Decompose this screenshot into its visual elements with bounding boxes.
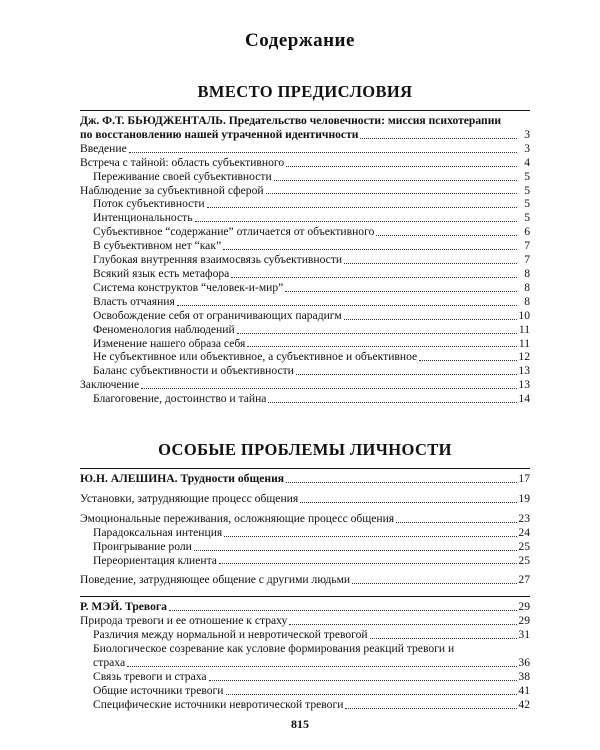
page-ref: 8 [524, 280, 530, 294]
toc-entry[interactable] [80, 281, 530, 295]
toc-entry[interactable] [80, 225, 530, 239]
page-ref: 11 [518, 336, 530, 350]
entry-label: Специфические источники невротической тревоги [93, 697, 344, 711]
page-ref: 42 [518, 697, 530, 711]
page-ref: 24 [518, 525, 530, 539]
toc-entry[interactable] [80, 350, 530, 364]
toc-entry[interactable] [80, 309, 530, 323]
page-ref: 29 [518, 614, 530, 628]
author-entry-label: Р. МЭЙ. Тревога [80, 600, 167, 614]
leader-dots [370, 638, 517, 639]
entry-label: Всякий язык есть метафора [93, 266, 230, 280]
page-ref: 14 [518, 392, 530, 406]
page-ref: 25 [518, 553, 530, 567]
leader-dots [141, 388, 517, 389]
toc-entry[interactable] [80, 156, 530, 170]
leader-dots [209, 680, 517, 681]
toc-entry[interactable] [80, 337, 530, 351]
toc-entry[interactable] [80, 197, 530, 211]
leader-dots [296, 374, 517, 375]
leader-dots [247, 346, 517, 347]
page-ref: 6 [524, 225, 530, 239]
page-ref: 4 [524, 155, 530, 169]
page-number: 815 [291, 717, 309, 731]
entry-label: Переориентация клиента [93, 553, 217, 567]
page-ref: 5 [524, 183, 530, 197]
page-ref: 3 [524, 127, 530, 141]
leader-dots [219, 563, 517, 564]
entry-label: Поток субъективности [93, 197, 205, 211]
toc-entry[interactable] [80, 628, 530, 642]
section-heading: ОСОБЫЕ ПРОБЛЕМЫ ЛИЧНОСТИ [158, 440, 452, 459]
leader-dots [129, 152, 517, 153]
entry-label: Субъективное “содержание” отличается от объективного [93, 225, 375, 239]
entry-label: Введение [80, 141, 127, 155]
page-ref: 23 [518, 511, 530, 525]
leader-dots [195, 221, 517, 222]
entry-label: Парадоксальная интенция [93, 525, 223, 539]
page-ref: 3 [524, 141, 530, 155]
leader-dots [419, 360, 517, 361]
leader-dots [224, 536, 517, 537]
page-ref: 31 [518, 628, 530, 642]
page-ref: 19 [518, 491, 530, 505]
page-ref: 36 [518, 655, 530, 669]
page-ref: 8 [524, 266, 530, 280]
entry-label: Изменение нашего образа себя [93, 336, 246, 350]
leader-dots [345, 708, 517, 709]
page-ref: 8 [524, 294, 530, 308]
author-entry-line1: Дж. Ф.Т. БЬЮДЖЕНТАЛЬ. Предательство человечности: миссия психотерапии [80, 114, 502, 127]
entry-label: Связь тревоги и страха [93, 669, 207, 683]
toc-entry[interactable] [80, 323, 530, 337]
toc-entry[interactable] [80, 392, 530, 406]
page-ref: 11 [518, 322, 530, 336]
toc-entry[interactable] [80, 526, 530, 540]
leader-dots [274, 180, 517, 181]
leader-dots [207, 207, 517, 208]
toc-entry-wrapped-line[interactable]: Биологическое созревание как условие формирования реакций тревоги и [93, 642, 455, 656]
page-ref: 41 [518, 683, 530, 697]
leader-dots [231, 277, 517, 278]
section-rule [80, 596, 530, 597]
toc-entry[interactable] [80, 170, 530, 184]
leader-dots [344, 319, 517, 320]
entry-label: Переживание своей субъективности [93, 169, 272, 183]
entry-label: Глубокая внутренняя взаимосвязь субъективности [93, 253, 343, 267]
page-ref: 17 [518, 472, 530, 485]
author-entry-bugental[interactable] [80, 114, 530, 142]
entry-label: Наблюдение за субъективной сферой [80, 183, 264, 197]
entry-label: Благоговение, достоинство и тайна [93, 392, 267, 406]
author-entry-may[interactable] [80, 600, 530, 614]
page-ref: 38 [518, 669, 530, 683]
section-rule [80, 110, 530, 111]
page-ref: 13 [518, 364, 530, 378]
page-ref: 5 [524, 197, 530, 211]
toc-entry[interactable] [80, 184, 530, 198]
leader-dots [268, 402, 517, 403]
toc-entry[interactable] [80, 295, 530, 309]
toc-entry[interactable] [80, 239, 530, 253]
leader-dots [285, 291, 517, 292]
toc-entry[interactable] [80, 492, 530, 506]
toc-entry[interactable] [80, 614, 530, 628]
leader-dots [286, 482, 517, 483]
leader-dots [194, 550, 517, 551]
leader-dots [266, 193, 517, 194]
toc-entry[interactable] [80, 554, 530, 568]
author-entry-line2-row [80, 128, 530, 142]
entry-label: Общие источники тревоги [93, 683, 224, 697]
toc-entry[interactable] [80, 670, 530, 684]
toc-entry[interactable] [80, 378, 530, 392]
leader-dots [223, 249, 517, 250]
entry-label: Интенциональность [93, 211, 193, 225]
entry-label: Не субъективное или объективное, а субъективное и объективное [93, 350, 418, 364]
toc-entry[interactable] [80, 253, 530, 267]
section-rule [80, 468, 530, 469]
page-ref: 10 [518, 308, 530, 322]
author-entry-alyoshina[interactable] [80, 472, 530, 486]
leader-dots [127, 666, 517, 667]
entry-label: Различия между нормальной и невротической тревогой [93, 628, 368, 642]
entry-label: Освобождение себя от ограничивающих парадигм [93, 308, 342, 322]
author-entry-line2: по восстановлению нашей утраченной идентичности [80, 127, 359, 141]
leader-dots [344, 263, 517, 264]
entry-label: Феноменология наблюдений [93, 322, 235, 336]
toc-entry[interactable] [80, 698, 530, 712]
toc-entry[interactable] [80, 364, 530, 378]
toc-entry[interactable] [80, 540, 530, 554]
entry-label: Заключение [80, 378, 140, 392]
toc-entry[interactable] [80, 573, 530, 587]
page-ref: 25 [518, 539, 530, 553]
leader-dots [376, 235, 517, 236]
page-title: Содержание [245, 30, 355, 51]
leader-dots [169, 610, 517, 611]
leader-dots [289, 624, 517, 625]
toc-entry[interactable] [80, 512, 530, 526]
leader-dots [226, 694, 518, 695]
entry-label: Природа тревоги и ее отношение к страху [80, 614, 288, 628]
toc-entry[interactable] [80, 267, 530, 281]
toc-entry[interactable] [80, 142, 530, 156]
section-osobye-problemy [80, 440, 530, 712]
entry-label: Баланс субъективности и объективности [93, 364, 294, 378]
leader-dots [237, 333, 517, 334]
leader-dots [286, 166, 517, 167]
toc-entry[interactable] [80, 656, 530, 670]
toc-entry[interactable] [80, 211, 530, 225]
entry-label: Встреча с тайной: область субъективного [80, 155, 285, 169]
page-ref: 27 [518, 573, 530, 587]
entry-label: Система конструктов “человек-и-мир” [93, 280, 284, 294]
leader-dots [177, 305, 517, 306]
leader-dots [360, 138, 517, 139]
page-ref: 29 [518, 600, 530, 614]
page-ref: 5 [524, 211, 530, 225]
entry-label: Власть отчаяния [93, 294, 175, 308]
entry-label: Установки, затрудняющие процесс общения [80, 491, 299, 505]
entry-label: В субъективном нет “как” [93, 239, 222, 253]
entry-label: Поведение, затрудняющее общение с другими людьми [80, 573, 351, 587]
entry-label: страха [93, 655, 126, 669]
leader-dots [300, 502, 517, 503]
entry-label: Эмоциональные переживания, осложняющие процесс общения [80, 511, 395, 525]
page-ref: 7 [524, 239, 530, 253]
leader-dots [352, 583, 517, 584]
entry-label: Проигрывание роли [93, 539, 192, 553]
section-heading: ВМЕСТО ПРЕДИСЛОВИЯ [197, 82, 413, 101]
page-ref: 12 [518, 350, 530, 364]
page-ref: 7 [524, 253, 530, 267]
section-vmesto-predisloviya [80, 82, 530, 406]
page-ref: 13 [518, 378, 530, 392]
author-entry-label: Ю.Н. АЛЕШИНА. Трудности общения [80, 472, 285, 485]
toc-entry[interactable] [80, 684, 530, 698]
page-ref: 5 [524, 169, 530, 183]
leader-dots [396, 522, 517, 523]
